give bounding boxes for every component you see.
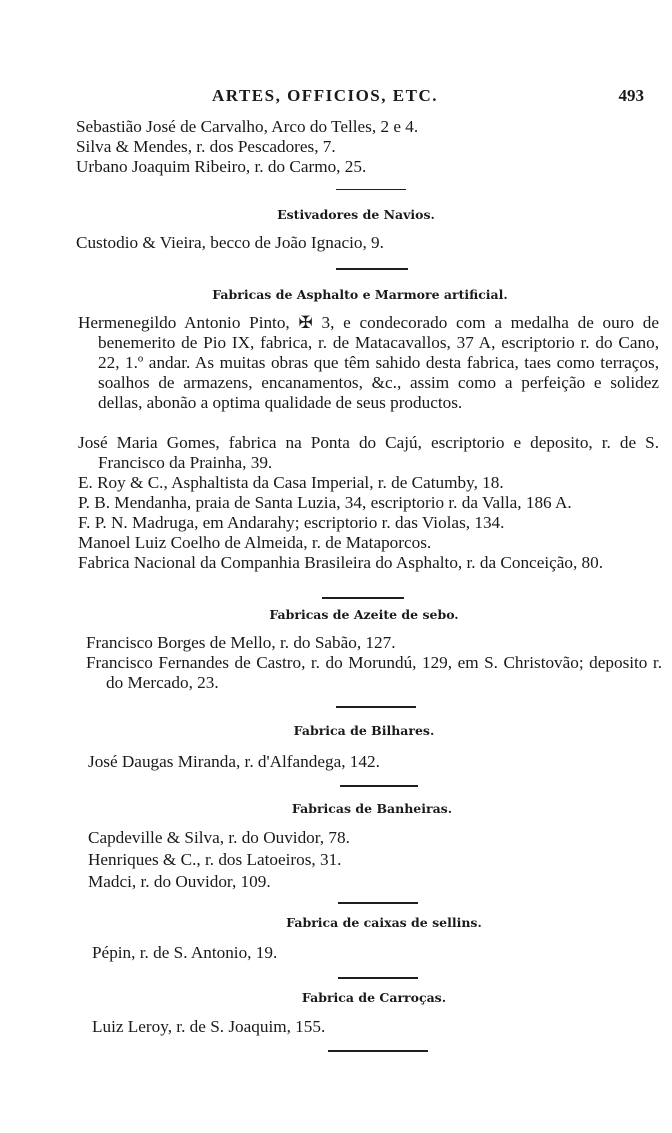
list-item: Henriques & C., r. dos Latoeiros, 31. [88, 850, 342, 869]
section-heading: Fabricas de Azeite de sebo. [269, 607, 459, 622]
section-heading: Fabrica de Carroças. [301, 990, 447, 1005]
section-divider [338, 902, 418, 904]
list-item: Pépin, r. de S. Antonio, 19. [92, 943, 278, 962]
list-item: Capdeville & Silva, r. do Ouvidor, 78. [88, 828, 350, 847]
list-item: Hermenegildo Antonio Pinto, ✠ 3, e condecorado com a medalha de ouro de benemerito de Pio IX, fabrica, r. de Matacavallos, 37 A, escriptorio r. do Cano, 22, 1.º andar. As muitas obras que têm sahido desta fabrica, taes como terraços, soalhos de armazens, encanamentos, &c., assim como a perfeição e solidez dellas, abonão a optima qualidade de seus productos. [78, 313, 659, 412]
section-divider [336, 189, 406, 190]
section-heading: Fabricas de Asphalto e Marmore artificial. [212, 287, 508, 302]
list-item: Madci, r. do Ouvidor, 109. [88, 872, 271, 891]
list-item: Francisco Borges de Mello, r. do Sabão, 127. [86, 633, 396, 652]
section-divider [328, 1050, 428, 1052]
list-item: P. B. Mendanha, praia de Santa Luzia, 34, escriptorio r. da Valla, 186 A. [78, 493, 572, 512]
list-item: Fabrica Nacional da Companhia Brasileira do Asphalto, r. da Conceição, 80. [78, 553, 604, 572]
list-item: José Maria Gomes, fabrica na Ponta do Cajú, escriptorio e deposito, r. de S. Francisco da Prainha, 39. [78, 433, 659, 472]
section-heading: Estivadores de Navios. [277, 207, 435, 222]
list-item: Custodio & Vieira, becco de João Ignacio, 9. [76, 233, 384, 252]
page-number: 493 [618, 86, 644, 105]
section-heading: Fabrica de caixas de sellins. [286, 915, 482, 930]
section-heading: Fabricas de Banheiras. [291, 801, 453, 816]
list-item: Sebastião José de Carvalho, Arco do Telles, 2 e 4. [76, 117, 419, 136]
section-divider [338, 977, 418, 979]
page-header [0, 86, 672, 112]
list-item: Silva & Mendes, r. dos Pescadores, 7. [76, 137, 336, 156]
list-item: Manoel Luiz Coelho de Almeida, r. de Mataporcos. [78, 533, 432, 552]
section-divider [322, 597, 404, 599]
section-divider [340, 785, 418, 787]
section-divider [336, 268, 408, 270]
list-item: Luiz Leroy, r. de S. Joaquim, 155. [92, 1017, 326, 1036]
running-head: ARTES, OFFICIOS, ETC. [212, 86, 438, 105]
list-item: Francisco Fernandes de Castro, r. do Morundú, 129, em S. Christovão; deposito r. do Mercado, 23. [86, 653, 662, 692]
list-item: F. P. N. Madruga, em Andarahy; escriptorio r. das Violas, 134. [78, 513, 505, 532]
list-item: José Daugas Miranda, r. d'Alfandega, 142. [88, 752, 380, 771]
section-divider [336, 706, 416, 708]
section-heading: Fabrica de Bilhares. [293, 723, 435, 738]
list-item: E. Roy & C., Asphaltista da Casa Imperial, r. de Catumby, 18. [78, 473, 504, 492]
list-item: Urbano Joaquim Ribeiro, r. do Carmo, 25. [76, 157, 367, 176]
